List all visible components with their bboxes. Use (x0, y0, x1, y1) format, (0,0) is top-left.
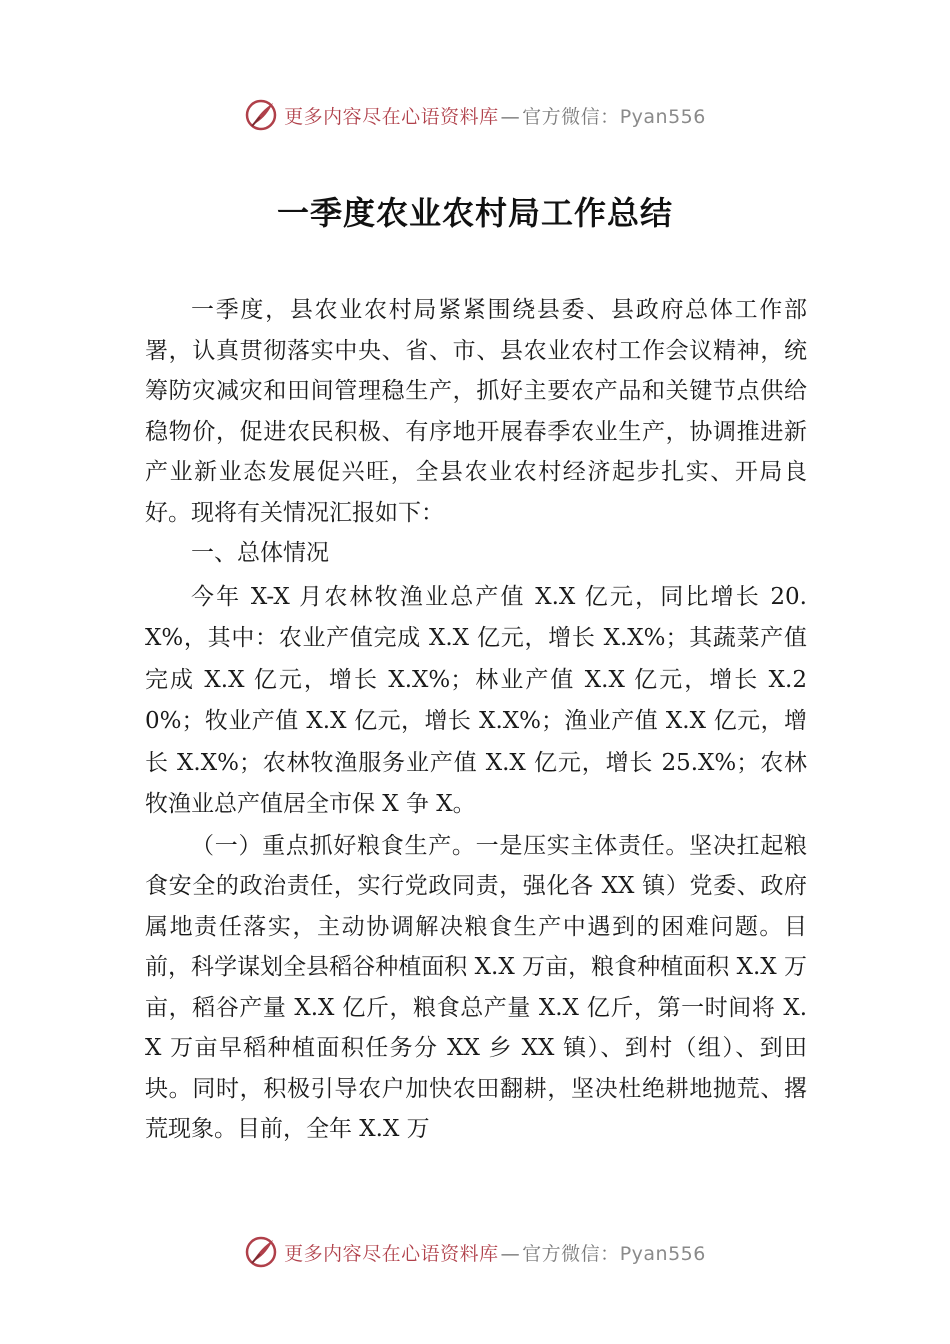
document-title: 一季度农业农村局工作总结 (276, 194, 673, 232)
watermark-banner-bottom (0, 1232, 950, 1272)
section-heading: 一、总体情况 (191, 540, 329, 566)
stats-paragraph: 今年 X-X 月农林牧渔业总产值 X.X 亿元，同比增长 20.X%，其中：农业产值完成 X.X 亿元，增长 X.X%；其蔬菜产值完成 X.X 亿元，增长 X.X%；林业产值 X.X 亿元，增长 X.20%；牧业产值 X.X 亿元，增长 X.X%；渔业产值 X.X 亿元，增长 X.X%；农林牧渔服务业产值 X.X 亿元，增长 25.X%；农林牧渔业总产值居全市保 X 争 X。 (145, 583, 807, 817)
document-body (145, 290, 807, 1150)
feather-logo-icon (244, 1235, 278, 1269)
watermark-text: 更多内容尽在心语资料库 — 官方微信：Pyan556 (284, 1242, 706, 1265)
intro-paragraph: 一季度，县农业农村局紧紧围绕县委、县政府总体工作部署，认真贯彻落实中央、省、市、县农业农村工作会议精神，统筹防灾减灾和田间管理稳生产，抓好主要农产品和关键节点供给稳物价，促进农民积极、有序地开展春季农业生产，协调推进新产业新业态发展促兴旺，全县农业农村经济起步扎实、开局良好。现将有关情况汇报如下： (145, 297, 807, 526)
feather-logo-icon (244, 98, 278, 132)
watermark-banner-top (0, 95, 950, 135)
grain-paragraph: （一）重点抓好粮食生产。一是压实主体责任。坚决扛起粮食安全的政治责任，实行党政同责，强化各 XX 镇）党委、政府属地责任落实，主动协调解决粮食生产中遇到的困难问题。目前，科学谋划全县稻谷种植面积 X.X 万亩，粮食种植面积 X.X 万亩，稻谷产量 X.X 亿斤，粮食总产量 X.X 亿斤，第一时间将 X.X 万亩早稻种植面积任务分 XX 乡 XX 镇）、到村（组）、到田块。同时，积极引导农户加快农田翻耕，坚决杜绝耕地抛荒、撂荒现象。目前，全年 X.X 万 (145, 832, 807, 1142)
watermark-text: 更多内容尽在心语资料库 — 官方微信：Pyan556 (284, 105, 706, 128)
